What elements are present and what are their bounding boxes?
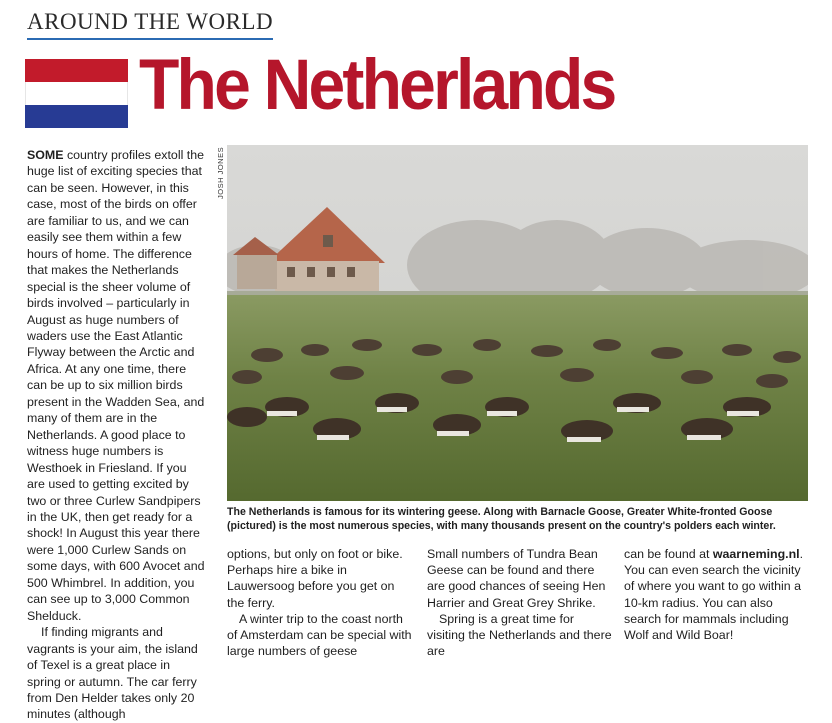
- paragraph-text: country profiles extoll the huge list of exciting species that can be seen. However, in this case, most of the birds on offer are familiar to us, and we can easily see them within a few hours of home. The difference that makes the Netherlands special is the sheer volume of birds involved – particularly in August as huge numbers of waders use the East Atlantic Flyway between the Arctic and Africa. At any one time, there can be up to six million birds present in the Wadden Sea, and many of them are in the Netherlands. A good place to witness huge numbers is Westhoek in Friesland. If you are used to getting excited by two or three Curlew Sandpipers in the UK, then get ready for a shock! In August this year there were 1,000 Curlew Sands on some days, with 600 Avocet and 500 Whimbrel. In addition, you can see up to 3,000 Common Shelduck.: [27, 148, 205, 623]
- photo-credit-text: JOSH JONES: [216, 146, 225, 199]
- netherlands-flag: [25, 59, 128, 128]
- flag-red-stripe: [25, 59, 128, 82]
- article-column-3: [427, 546, 612, 659]
- article-column-4: [624, 546, 809, 643]
- paragraph-text: can be found at: [624, 547, 713, 561]
- article-column-1: [27, 147, 207, 723]
- geese-photo: [227, 145, 808, 501]
- page-title: The Netherlands: [139, 46, 615, 125]
- paragraph-text: . You can even search the vicinity of where you want to go within a 10-km radius. You can also search for mammals including Wolf and Wild Boar!: [624, 547, 804, 643]
- paragraph: options, but only on foot or bike. Perhaps hire a bike in Lauwersoog before you get on the ferry.: [227, 547, 403, 610]
- paragraph: Small numbers of Tundra Bean Geese can be found and there are good chances of seeing Hen Harrier and Great Grey Shrike.: [427, 547, 606, 610]
- section-kicker: AROUND THE WORLD: [27, 9, 273, 40]
- geese-photo-illustration: [227, 145, 808, 501]
- website-link[interactable]: waarneming.nl: [712, 547, 800, 561]
- lead-word: SOME: [27, 148, 64, 162]
- paragraph: Spring is a great time for visiting the Netherlands and there are: [427, 611, 612, 659]
- paragraph: [624, 546, 809, 643]
- flag-white-stripe: [25, 82, 128, 105]
- paragraph: [27, 147, 207, 624]
- article-column-2: [227, 546, 412, 659]
- flag-blue-stripe: [25, 105, 128, 128]
- photo-caption: The Netherlands is famous for its wintering geese. Along with Barnacle Goose, Greater White-fronted Goose (pictured) is the most numerous species, with many thousands present on the country's polders each winter.: [227, 506, 776, 532]
- paragraph: If finding migrants and vagrants is your aim, the island of Texel is a great place in spring or autumn. The car ferry from Den Helder takes only 20 minutes (although: [27, 625, 198, 722]
- paragraph: A winter trip to the coast north of Amsterdam can be special with large numbers of geese: [227, 611, 412, 659]
